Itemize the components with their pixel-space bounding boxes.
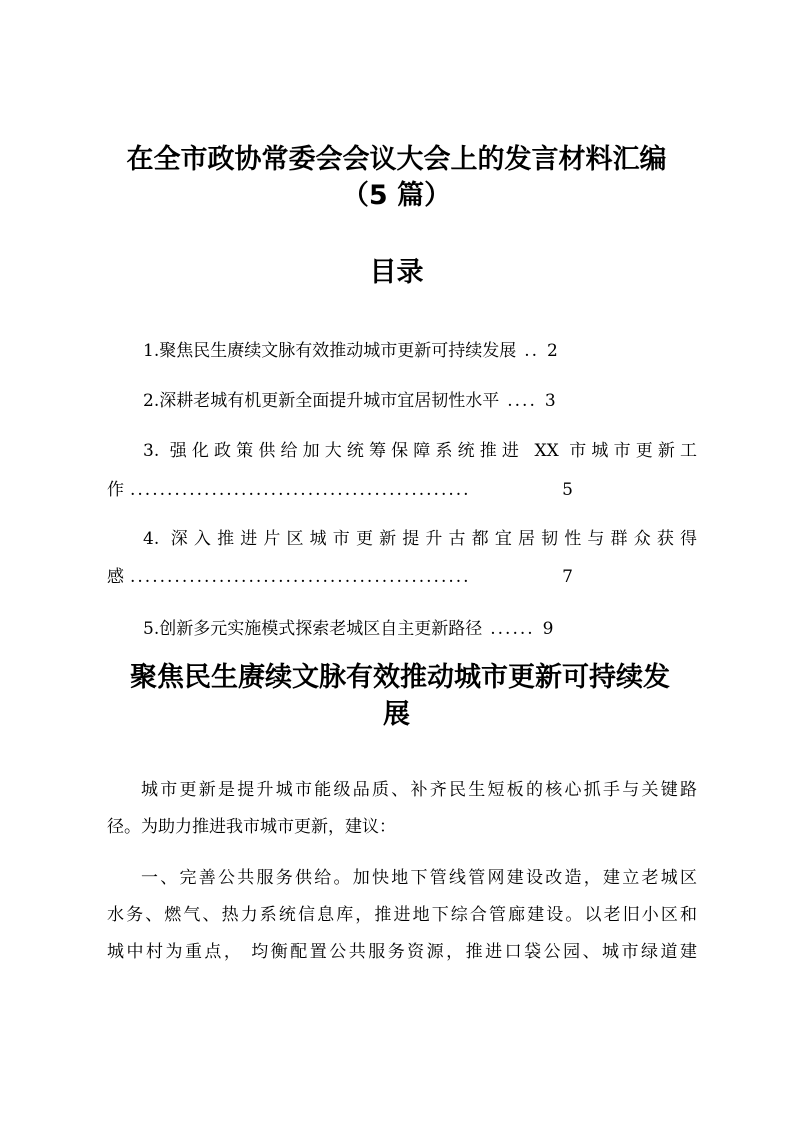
toc-entry-label: 2.深耕老城有机更新全面提升城市宜居韧性水平 — [143, 391, 500, 411]
paragraph-line: 径。为助力推进我市城市更新，建议： — [107, 817, 396, 837]
toc-entry-5[interactable] — [143, 616, 603, 642]
paragraph-line: 水务、燃气、热力系统信息库，推进地下综合管廊建设。以老旧小区和 — [107, 905, 697, 925]
toc-entry-leader: ...... — [490, 619, 535, 639]
toc-entry-leader: .. — [524, 341, 540, 361]
toc-entry-page: 7 — [562, 567, 573, 587]
article-title: 聚焦民生赓续文脉有效推动城市更新可持续发 — [130, 662, 670, 693]
paragraph-line: 一、完善公共服务供给。加快地下管线管网建设改造，建立老城区 — [141, 868, 697, 888]
toc-heading: 目录 — [369, 257, 424, 288]
toc-entry-label: 4. 深入推进片区城市更新提升古都宜居韧性与群众获得 — [143, 529, 697, 549]
article-paragraph-2 — [107, 860, 697, 971]
toc-entry-label: 1.聚焦民生赓续文脉有效推动城市更新可持续发展 — [143, 341, 517, 361]
paragraph-line: 城市更新是提升城市能级品质、补齐民生短板的核心抓手与关键路 — [141, 780, 697, 800]
toc-entry-label: 3. 强化政策供给加大统筹保障系统推进 XX 市城市更新工 — [143, 441, 697, 461]
toc-entry-label-cont: 作 — [107, 480, 124, 500]
document-title-subtitle: （5 篇） — [341, 180, 452, 211]
toc-entry-page: 2 — [547, 341, 558, 361]
toc-entry-leader: .............................................. — [130, 480, 471, 500]
toc-entry-label: 5.创新多元实施模式探索老城区自主更新路径 — [143, 619, 483, 639]
paragraph-line: 城中村为重点， 均衡配置公共服务资源，推进口袋公园、城市绿道建 — [107, 942, 697, 962]
article-title-cont: 展 — [383, 699, 410, 730]
toc-entry-label-cont: 感 — [107, 567, 124, 587]
toc-entry-2[interactable] — [143, 388, 603, 414]
toc-entry-leader: .... — [507, 391, 537, 411]
toc-entry-page: 3 — [544, 391, 556, 411]
toc-entry-1[interactable] — [143, 338, 603, 364]
toc-entry-page: 5 — [562, 480, 573, 500]
toc-entry-leader: .............................................. — [130, 567, 471, 587]
article-paragraph-1 — [107, 772, 697, 846]
document-title: 在全市政协常委会会议大会上的发言材料汇编 — [126, 144, 667, 175]
toc-entry-page: 9 — [542, 619, 554, 639]
